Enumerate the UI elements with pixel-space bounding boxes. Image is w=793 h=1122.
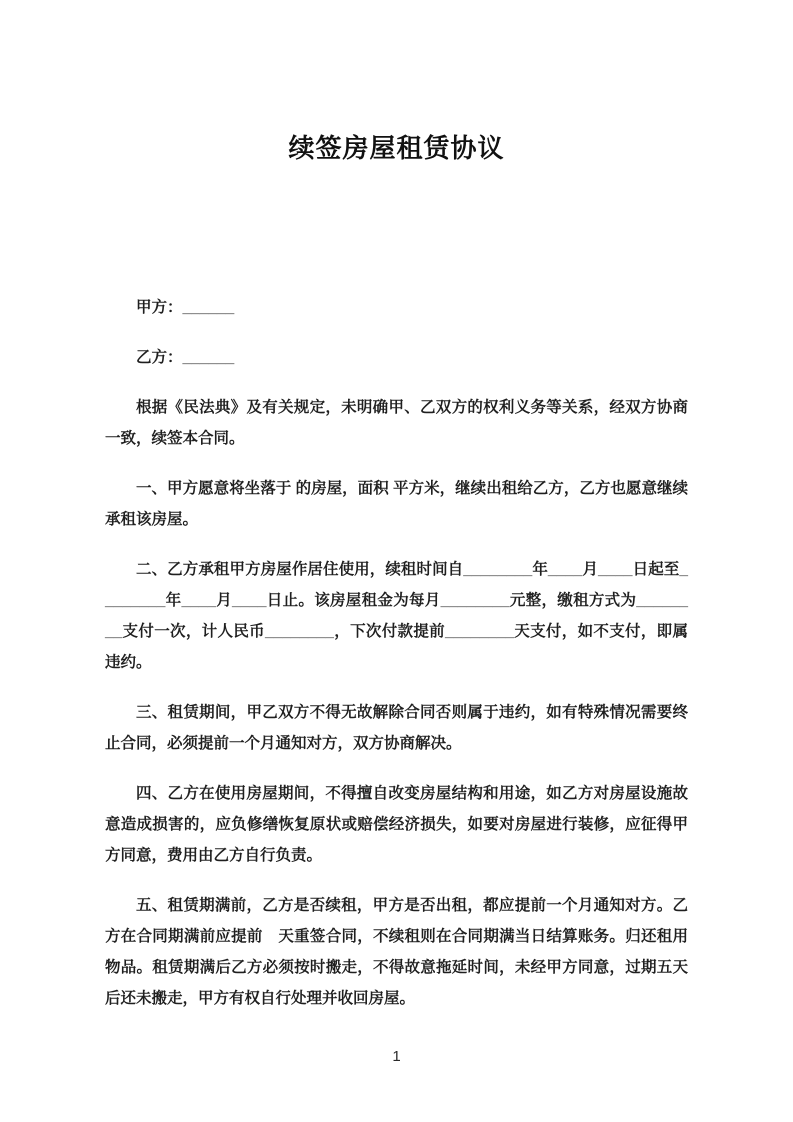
page-number: 1 [392, 1048, 401, 1065]
document-title: 续签房屋租赁协议 [288, 133, 505, 163]
clause-5: 五、租赁期满前，乙方是否续租，甲方是否出租，都应提前一个月通知对方。乙方在合同期满前应提前 天重签合同，不续租则在合同期满当日结算账务。归还租用物品。租赁期满后乙方必须按时搬走，不得故意拖延时间，未经甲方同意，过期五天后还未搬走，甲方有权自行处理并收回房屋。 [105, 897, 688, 1008]
clause-2: 二、乙方承租甲方房屋作居住使用，续租时间自________年____月____日起至________年____月____日止。该房屋租金为每月________元整，缴租方式为________支付一次，计人民币________，下次付款提前________天支付，如不支付，即属违约。 [105, 561, 688, 672]
clause-3: 三、租赁期间，甲乙双方不得无故解除合同否则属于违约，如有特殊情况需要终止合同，必须提前一个月通知对方，双方协商解决。 [105, 704, 688, 753]
party-a-line: 甲方：______ [136, 299, 235, 317]
party-b-line: 乙方：______ [136, 349, 235, 367]
clause-intro: 根据《民法典》及有关规定，未明确甲、乙双方的权利义务等关系，经双方协商一致，续签本合同。 [105, 399, 688, 448]
clause-4: 四、乙方在使用房屋期间，不得擅自改变房屋结构和用途，如乙方对房屋设施故意造成损害的，应负修缮恢复原状或赔偿经济损失，如要对房屋进行装修，应征得甲方同意，费用由乙方自行负责。 [105, 785, 688, 865]
clause-1: 一、甲方愿意将坐落于 的房屋，面积 平方米，继续出租给乙方，乙方也愿意继续承租该房屋。 [105, 480, 688, 529]
document-body [105, 292, 688, 1014]
